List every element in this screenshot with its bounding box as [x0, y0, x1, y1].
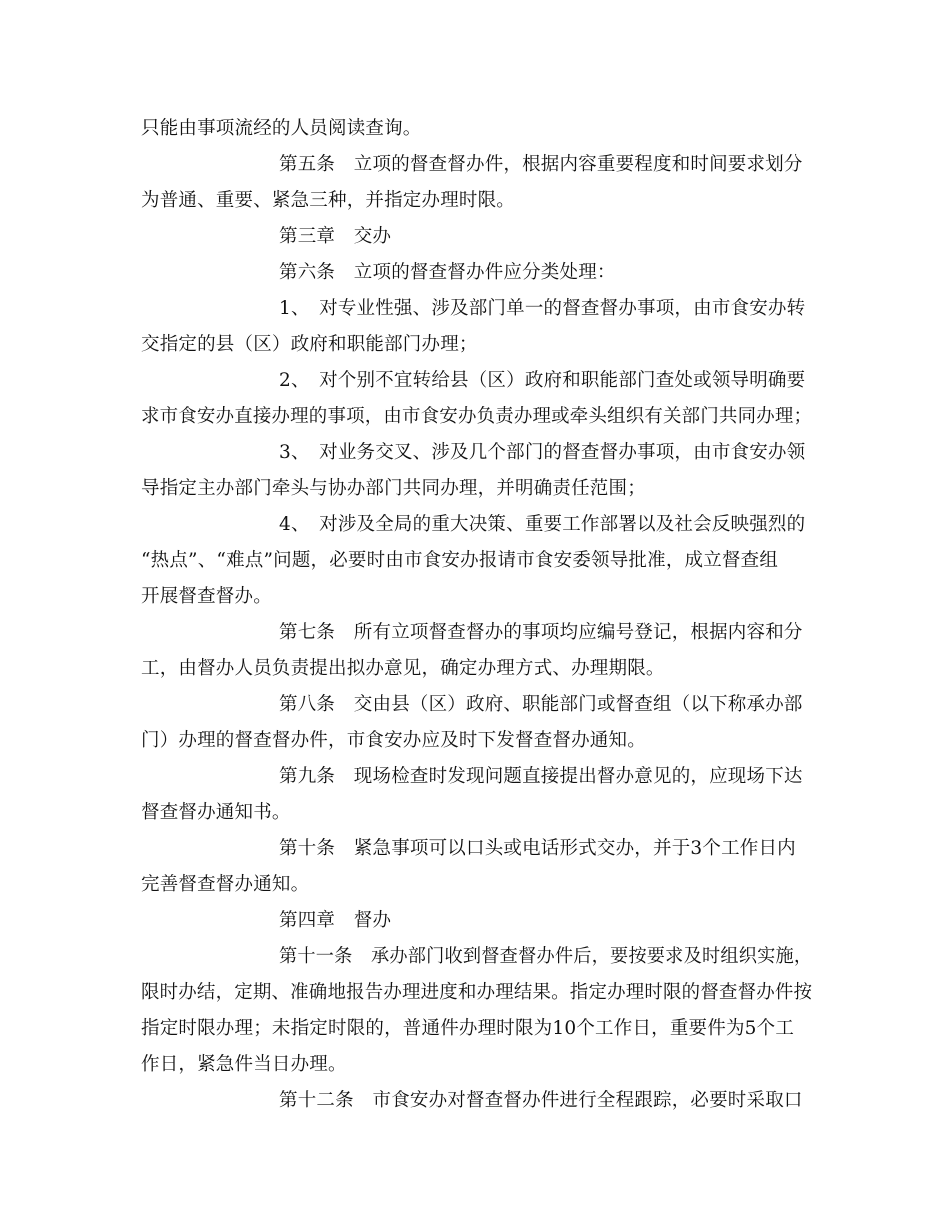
article-9-heading: 第九条 现场检查时发现问题直接提出督办意见的，应现场下达	[279, 766, 803, 787]
text-line: 开展督查督办。	[141, 586, 272, 607]
article-6-heading: 第六条 立项的督查督办件应分类处理：	[279, 262, 616, 283]
text-line: 指定时限办理；未指定时限的，普通件办理时限为10个工作日，重要件为5个工	[141, 1018, 795, 1039]
text-line: 求市食安办直接办理的事项，由市食安办负责办理或牵头组织有关部门共同办理；	[141, 406, 813, 427]
text-line: 交指定的县（区）政府和职能部门办理；	[141, 334, 478, 355]
text-line: 完善督查督办通知。	[141, 874, 310, 895]
text-line: 限时办结，定期、准确地报告办理进度和办理结果。指定办理时限的督查督办件按	[141, 982, 813, 1003]
text-line: 工，由督办人员负责提出拟办意见，确定办理方式、办理期限。	[141, 658, 665, 679]
text-line: 为普通、重要、紧急三种，并指定办理时限。	[141, 190, 516, 211]
article-7-heading: 第七条 所有立项督查督办的事项均应编号登记，根据内容和分	[279, 622, 803, 643]
chapter-3-heading: 第三章 交办	[279, 226, 392, 247]
article-5-heading: 第五条 立项的督查督办件，根据内容重要程度和时间要求划分	[279, 154, 803, 175]
text-line: 导指定主办部门牵头与协办部门共同办理，并明确责任范围；	[141, 478, 646, 499]
article-8-heading: 第八条 交由县（区）政府、职能部门或督查组（以下称承办部	[279, 694, 803, 715]
chapter-4-heading: 第四章 督办	[279, 910, 392, 931]
text-line: 门）办理的督查督办件，市食安办应及时下发督查督办通知。	[141, 730, 646, 751]
list-item-3: 3、 对业务交叉、涉及几个部门的督查督办事项，由市食安办领	[279, 442, 806, 463]
article-11-heading: 第十一条 承办部门收到督查督办件后，要按要求及时组织实施，	[279, 946, 813, 967]
text-line: 作日，紧急件当日办理。	[141, 1054, 347, 1075]
list-item-1: 1、 对专业性强、涉及部门单一的督查督办事项，由市食安办转	[279, 298, 806, 319]
text-line: 只能由事项流经的人员阅读查询。	[141, 118, 422, 139]
text-line: “热点”、“难点”问题，必要时由市食安办报请市食安委领导批准，成立督查组	[141, 550, 779, 571]
text-line: 督查督办通知书。	[141, 802, 291, 823]
list-item-2: 2、 对个别不宜转给县（区）政府和职能部门查处或领导明确要	[279, 370, 806, 391]
list-item-4: 4、 对涉及全局的重大决策、重要工作部署以及社会反映强烈的	[279, 514, 806, 535]
article-12-heading: 第十二条 市食安办对督查督办件进行全程跟踪，必要时采取口	[279, 1090, 803, 1111]
article-10-heading: 第十条 紧急事项可以口头或电话形式交办，并于3个工作日内	[279, 838, 796, 859]
